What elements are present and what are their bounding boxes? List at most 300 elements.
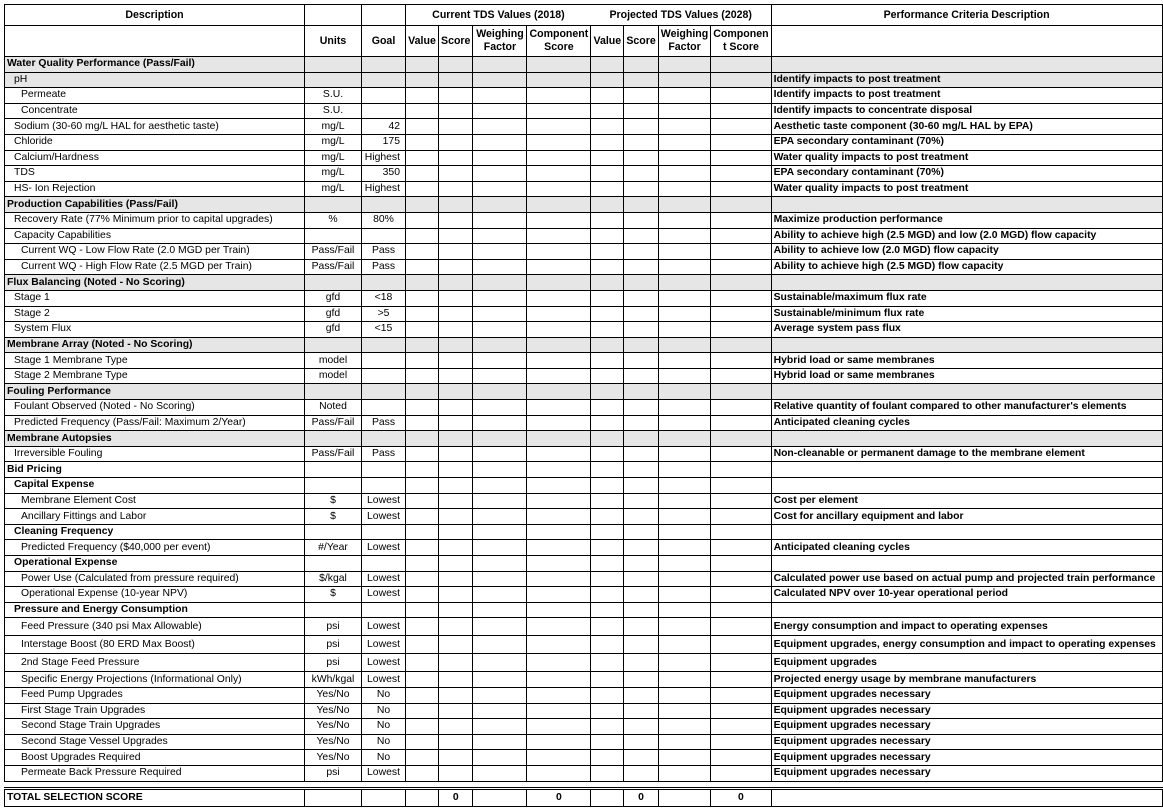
current-score-cell bbox=[439, 337, 473, 353]
current-weighing-factor-cell bbox=[473, 654, 527, 672]
description-subheader bbox=[5, 26, 305, 57]
current-value-cell bbox=[406, 493, 439, 509]
row-description: pH bbox=[5, 72, 305, 88]
current-value-cell bbox=[406, 478, 439, 494]
row-description: Stage 1 Membrane Type bbox=[5, 353, 305, 369]
projected-value-cell bbox=[591, 719, 624, 735]
current-component-score-cell bbox=[527, 524, 591, 540]
row-criteria bbox=[771, 337, 1162, 353]
total-current-score: 0 bbox=[439, 788, 473, 806]
current-weighing-factor-cell bbox=[473, 400, 527, 416]
spacer-cell bbox=[5, 781, 1163, 788]
table-row bbox=[5, 368, 1163, 384]
projected-score-cell bbox=[624, 244, 658, 260]
projected-component-score-cell bbox=[711, 228, 771, 244]
total-units-cell bbox=[305, 788, 362, 806]
projected-score-cell bbox=[624, 493, 658, 509]
projected-score-cell bbox=[624, 150, 658, 166]
current-component-score-cell bbox=[527, 446, 591, 462]
current-component-score-cell bbox=[527, 88, 591, 104]
current-score-cell bbox=[439, 244, 473, 260]
projected-weighing-factor-cell bbox=[658, 166, 710, 182]
projected-value-cell bbox=[591, 134, 624, 150]
projected-component-score-cell bbox=[711, 212, 771, 228]
projected-weighing-factor-cell bbox=[658, 524, 710, 540]
row-description: Stage 1 bbox=[5, 290, 305, 306]
projected-component-score-cell bbox=[711, 446, 771, 462]
current-weighing-factor-cell bbox=[473, 636, 527, 654]
row-description: Specific Energy Projections (Informational Only) bbox=[5, 672, 305, 688]
current-score-cell bbox=[439, 166, 473, 182]
row-description: HS- Ion Rejection bbox=[5, 181, 305, 197]
row-description: Calcium/Hardness bbox=[5, 150, 305, 166]
projected-value-cell bbox=[591, 119, 624, 135]
table-row bbox=[5, 244, 1163, 260]
current-score-cell bbox=[439, 181, 473, 197]
projected-score-cell bbox=[624, 134, 658, 150]
row-description: Chloride bbox=[5, 134, 305, 150]
current-component-score-cell bbox=[527, 556, 591, 572]
projected-component-score-cell bbox=[711, 290, 771, 306]
current-component-score-cell bbox=[527, 290, 591, 306]
row-units: model bbox=[305, 353, 362, 369]
units-header-top bbox=[305, 5, 362, 26]
row-goal bbox=[362, 353, 406, 369]
projected-weighing-factor-cell bbox=[658, 384, 710, 400]
current-value-cell bbox=[406, 384, 439, 400]
row-description: Capital Expense bbox=[5, 478, 305, 494]
projected-score-cell bbox=[624, 228, 658, 244]
row-units: mg/L bbox=[305, 166, 362, 182]
current-component-score-cell bbox=[527, 400, 591, 416]
projected-component-score-header: Componen t Score bbox=[711, 26, 771, 57]
projected-score-cell bbox=[624, 368, 658, 384]
row-description: Flux Balancing (Noted - No Scoring) bbox=[5, 275, 305, 291]
table-row bbox=[5, 672, 1163, 688]
projected-value-cell bbox=[591, 150, 624, 166]
current-value-cell bbox=[406, 446, 439, 462]
current-value-cell bbox=[406, 750, 439, 766]
projected-tds-group-header: Projected TDS Values (2028) bbox=[591, 5, 771, 26]
projected-score-cell bbox=[624, 166, 658, 182]
row-criteria: Identify impacts to post treatment bbox=[771, 88, 1162, 104]
projected-component-score-cell bbox=[711, 636, 771, 654]
projected-component-score-cell bbox=[711, 275, 771, 291]
row-goal: No bbox=[362, 750, 406, 766]
row-units: #/Year bbox=[305, 540, 362, 556]
table-row bbox=[5, 654, 1163, 672]
current-component-score-cell bbox=[527, 166, 591, 182]
current-weighing-factor-cell bbox=[473, 446, 527, 462]
section-row bbox=[5, 384, 1163, 400]
row-units: kWh/kgal bbox=[305, 672, 362, 688]
spacer-row bbox=[5, 781, 1163, 788]
table-row bbox=[5, 636, 1163, 654]
current-value-cell bbox=[406, 322, 439, 338]
current-weighing-factor-cell bbox=[473, 493, 527, 509]
projected-value-cell bbox=[591, 654, 624, 672]
row-units: model bbox=[305, 368, 362, 384]
row-description: Current WQ - Low Flow Rate (2.0 MGD per Train) bbox=[5, 244, 305, 260]
current-component-score-cell bbox=[527, 765, 591, 781]
current-weighing-factor-cell bbox=[473, 88, 527, 104]
current-score-cell bbox=[439, 306, 473, 322]
projected-value-cell bbox=[591, 734, 624, 750]
table-row bbox=[5, 750, 1163, 766]
row-units: % bbox=[305, 212, 362, 228]
section-row bbox=[5, 57, 1163, 73]
row-criteria bbox=[771, 462, 1162, 478]
row-goal: Pass bbox=[362, 415, 406, 431]
row-goal bbox=[362, 228, 406, 244]
current-tds-group-header: Current TDS Values (2018) bbox=[406, 5, 591, 26]
current-score-cell bbox=[439, 493, 473, 509]
total-criteria-cell bbox=[771, 788, 1162, 806]
current-score-cell bbox=[439, 88, 473, 104]
row-units: gfd bbox=[305, 322, 362, 338]
projected-score-cell bbox=[624, 765, 658, 781]
current-weighing-factor-cell bbox=[473, 228, 527, 244]
current-component-score-cell bbox=[527, 462, 591, 478]
current-weighing-factor-cell bbox=[473, 765, 527, 781]
current-weighing-factor-cell bbox=[473, 150, 527, 166]
table-row bbox=[5, 290, 1163, 306]
projected-weighing-factor-cell bbox=[658, 571, 710, 587]
row-description: Second Stage Train Upgrades bbox=[5, 719, 305, 735]
projected-component-score-cell bbox=[711, 654, 771, 672]
row-criteria bbox=[771, 275, 1162, 291]
row-criteria: Cost per element bbox=[771, 493, 1162, 509]
current-value-cell bbox=[406, 636, 439, 654]
row-criteria: Identify impacts to concentrate disposal bbox=[771, 103, 1162, 119]
row-criteria bbox=[771, 57, 1162, 73]
current-value-cell bbox=[406, 765, 439, 781]
row-description: Membrane Array (Noted - No Scoring) bbox=[5, 337, 305, 353]
current-value-cell bbox=[406, 509, 439, 525]
goal-header: Goal bbox=[362, 26, 406, 57]
row-criteria: Energy consumption and impact to operating expenses bbox=[771, 618, 1162, 636]
current-value-cell bbox=[406, 524, 439, 540]
row-goal: 80% bbox=[362, 212, 406, 228]
table-row bbox=[5, 587, 1163, 603]
current-score-cell bbox=[439, 556, 473, 572]
projected-score-header: Score bbox=[624, 26, 658, 57]
projected-weighing-factor-cell bbox=[658, 446, 710, 462]
current-value-cell bbox=[406, 228, 439, 244]
projected-score-cell bbox=[624, 618, 658, 636]
projected-weighing-factor-header: Weighing Factor bbox=[658, 26, 710, 57]
row-criteria: Ability to achieve low (2.0 MGD) flow capacity bbox=[771, 244, 1162, 260]
row-units: psi bbox=[305, 618, 362, 636]
current-value-cell bbox=[406, 353, 439, 369]
row-units: S.U. bbox=[305, 88, 362, 104]
current-weighing-factor-cell bbox=[473, 306, 527, 322]
selection-score-table-wrapper bbox=[4, 4, 1163, 807]
current-component-score-cell bbox=[527, 212, 591, 228]
projected-component-score-cell bbox=[711, 306, 771, 322]
current-score-cell bbox=[439, 57, 473, 73]
projected-component-score-cell bbox=[711, 368, 771, 384]
current-score-cell bbox=[439, 431, 473, 447]
projected-score-cell bbox=[624, 687, 658, 703]
projected-weighing-factor-cell bbox=[658, 290, 710, 306]
current-value-cell bbox=[406, 72, 439, 88]
projected-weighing-factor-cell bbox=[658, 306, 710, 322]
projected-value-cell bbox=[591, 103, 624, 119]
row-goal bbox=[362, 275, 406, 291]
row-goal: Pass bbox=[362, 446, 406, 462]
current-score-cell bbox=[439, 509, 473, 525]
projected-score-cell bbox=[624, 462, 658, 478]
current-score-header: Score bbox=[439, 26, 473, 57]
row-goal: <18 bbox=[362, 290, 406, 306]
projected-weighing-factor-cell bbox=[658, 275, 710, 291]
row-units: mg/L bbox=[305, 134, 362, 150]
current-component-score-cell bbox=[527, 602, 591, 618]
current-component-score-cell bbox=[527, 571, 591, 587]
row-units: mg/L bbox=[305, 181, 362, 197]
current-value-header: Value bbox=[406, 26, 439, 57]
row-units bbox=[305, 478, 362, 494]
row-criteria: Relative quantity of foulant compared to other manufacturer's elements bbox=[771, 400, 1162, 416]
current-component-score-cell bbox=[527, 353, 591, 369]
projected-component-score-cell bbox=[711, 384, 771, 400]
current-component-score-cell bbox=[527, 337, 591, 353]
current-value-cell bbox=[406, 134, 439, 150]
table-row bbox=[5, 415, 1163, 431]
projected-score-cell bbox=[624, 290, 658, 306]
row-units: Noted bbox=[305, 400, 362, 416]
row-description: Interstage Boost (80 ERD Max Boost) bbox=[5, 636, 305, 654]
current-score-cell bbox=[439, 72, 473, 88]
row-goal: 42 bbox=[362, 119, 406, 135]
current-component-score-cell bbox=[527, 259, 591, 275]
projected-score-cell bbox=[624, 478, 658, 494]
current-component-score-cell bbox=[527, 636, 591, 654]
current-score-cell bbox=[439, 687, 473, 703]
row-units: $ bbox=[305, 509, 362, 525]
row-units: $ bbox=[305, 587, 362, 603]
row-criteria: Equipment upgrades necessary bbox=[771, 719, 1162, 735]
table-row bbox=[5, 462, 1163, 478]
row-goal: Highest bbox=[362, 150, 406, 166]
current-weighing-factor-cell bbox=[473, 750, 527, 766]
row-description: Ancillary Fittings and Labor bbox=[5, 509, 305, 525]
projected-weighing-factor-cell bbox=[658, 556, 710, 572]
projected-component-score-cell bbox=[711, 400, 771, 416]
current-score-cell bbox=[439, 197, 473, 213]
row-criteria: Cost for ancillary equipment and labor bbox=[771, 509, 1162, 525]
projected-value-cell bbox=[591, 687, 624, 703]
current-score-cell bbox=[439, 368, 473, 384]
current-score-cell bbox=[439, 415, 473, 431]
row-units: mg/L bbox=[305, 119, 362, 135]
projected-component-score-cell bbox=[711, 571, 771, 587]
table-row bbox=[5, 571, 1163, 587]
row-description: Stage 2 bbox=[5, 306, 305, 322]
projected-component-score-cell bbox=[711, 734, 771, 750]
projected-weighing-factor-cell bbox=[658, 431, 710, 447]
projected-component-score-cell bbox=[711, 602, 771, 618]
current-value-cell bbox=[406, 431, 439, 447]
row-criteria: Projected energy usage by membrane manufacturers bbox=[771, 672, 1162, 688]
projected-value-cell bbox=[591, 703, 624, 719]
row-units bbox=[305, 197, 362, 213]
projected-value-cell bbox=[591, 765, 624, 781]
table-row bbox=[5, 119, 1163, 135]
current-component-score-cell bbox=[527, 587, 591, 603]
current-score-cell bbox=[439, 353, 473, 369]
projected-score-cell bbox=[624, 306, 658, 322]
projected-value-cell bbox=[591, 672, 624, 688]
projected-value-cell bbox=[591, 431, 624, 447]
projected-score-cell bbox=[624, 72, 658, 88]
current-score-cell bbox=[439, 654, 473, 672]
current-value-cell bbox=[406, 244, 439, 260]
row-criteria bbox=[771, 524, 1162, 540]
projected-value-cell bbox=[591, 57, 624, 73]
projected-component-score-cell bbox=[711, 72, 771, 88]
projected-value-cell bbox=[591, 415, 624, 431]
projected-weighing-factor-cell bbox=[658, 654, 710, 672]
row-units: Yes/No bbox=[305, 719, 362, 735]
row-goal: Lowest bbox=[362, 765, 406, 781]
row-criteria: Calculated power use based on actual pump and projected train performance bbox=[771, 571, 1162, 587]
current-value-cell bbox=[406, 687, 439, 703]
current-value-cell bbox=[406, 275, 439, 291]
projected-score-cell bbox=[624, 571, 658, 587]
projected-score-cell bbox=[624, 509, 658, 525]
projected-component-score-cell bbox=[711, 166, 771, 182]
current-score-cell bbox=[439, 150, 473, 166]
row-goal bbox=[362, 103, 406, 119]
table-row bbox=[5, 524, 1163, 540]
row-description: Boost Upgrades Required bbox=[5, 750, 305, 766]
projected-score-cell bbox=[624, 353, 658, 369]
row-criteria: Maximize production performance bbox=[771, 212, 1162, 228]
row-description: Sodium (30-60 mg/L HAL for aesthetic taste) bbox=[5, 119, 305, 135]
projected-component-score-cell bbox=[711, 556, 771, 572]
projected-component-score-cell bbox=[711, 88, 771, 104]
projected-weighing-factor-cell bbox=[658, 719, 710, 735]
current-weighing-factor-cell bbox=[473, 540, 527, 556]
current-score-cell bbox=[439, 540, 473, 556]
row-criteria: Non-cleanable or permanent damage to the membrane element bbox=[771, 446, 1162, 462]
projected-weighing-factor-cell bbox=[658, 259, 710, 275]
projected-value-cell bbox=[591, 400, 624, 416]
projected-weighing-factor-cell bbox=[658, 509, 710, 525]
projected-value-cell bbox=[591, 602, 624, 618]
table-row bbox=[5, 353, 1163, 369]
row-description: Feed Pump Upgrades bbox=[5, 687, 305, 703]
current-component-score-cell bbox=[527, 750, 591, 766]
current-value-cell bbox=[406, 703, 439, 719]
current-weighing-factor-cell bbox=[473, 415, 527, 431]
row-criteria bbox=[771, 602, 1162, 618]
current-value-cell bbox=[406, 166, 439, 182]
table-row bbox=[5, 400, 1163, 416]
row-criteria: Equipment upgrades necessary bbox=[771, 750, 1162, 766]
current-weighing-factor-cell bbox=[473, 134, 527, 150]
current-component-score-cell bbox=[527, 150, 591, 166]
current-component-score-cell bbox=[527, 181, 591, 197]
projected-value-cell bbox=[591, 618, 624, 636]
current-score-cell bbox=[439, 719, 473, 735]
row-goal: Lowest bbox=[362, 618, 406, 636]
projected-value-cell bbox=[591, 306, 624, 322]
row-description: Predicted Frequency (Pass/Fail: Maximum 2/Year) bbox=[5, 415, 305, 431]
current-component-score-cell bbox=[527, 509, 591, 525]
projected-value-header: Value bbox=[591, 26, 624, 57]
projected-component-score-cell bbox=[711, 322, 771, 338]
row-criteria: Aesthetic taste component (30-60 mg/L HAL by EPA) bbox=[771, 119, 1162, 135]
projected-component-score-cell bbox=[711, 719, 771, 735]
current-score-cell bbox=[439, 750, 473, 766]
current-weighing-factor-cell bbox=[473, 703, 527, 719]
current-value-cell bbox=[406, 57, 439, 73]
projected-score-cell bbox=[624, 400, 658, 416]
row-goal: No bbox=[362, 719, 406, 735]
row-units: Pass/Fail bbox=[305, 446, 362, 462]
row-units bbox=[305, 602, 362, 618]
row-criteria: Identify impacts to post treatment bbox=[771, 72, 1162, 88]
table-row bbox=[5, 703, 1163, 719]
row-units bbox=[305, 524, 362, 540]
projected-score-cell bbox=[624, 384, 658, 400]
projected-score-cell bbox=[624, 719, 658, 735]
current-weighing-factor-cell bbox=[473, 384, 527, 400]
criteria-subheader bbox=[771, 26, 1162, 57]
current-component-score-cell bbox=[527, 415, 591, 431]
projected-value-cell bbox=[591, 493, 624, 509]
row-units bbox=[305, 275, 362, 291]
current-weighing-factor-cell bbox=[473, 672, 527, 688]
projected-weighing-factor-cell bbox=[658, 462, 710, 478]
row-units: gfd bbox=[305, 306, 362, 322]
total-projected-component: 0 bbox=[711, 788, 771, 806]
projected-value-cell bbox=[591, 72, 624, 88]
current-weighing-factor-cell bbox=[473, 353, 527, 369]
current-component-score-cell bbox=[527, 228, 591, 244]
row-criteria bbox=[771, 197, 1162, 213]
current-component-score-cell bbox=[527, 134, 591, 150]
projected-component-score-cell bbox=[711, 353, 771, 369]
row-units: Yes/No bbox=[305, 750, 362, 766]
current-weighing-factor-cell bbox=[473, 571, 527, 587]
current-weighing-factor-cell bbox=[473, 734, 527, 750]
row-description: Recovery Rate (77% Minimum prior to capital upgrades) bbox=[5, 212, 305, 228]
projected-weighing-factor-cell bbox=[658, 337, 710, 353]
units-header: Units bbox=[305, 26, 362, 57]
projected-weighing-factor-cell bbox=[658, 765, 710, 781]
projected-score-cell bbox=[624, 259, 658, 275]
row-description: Current WQ - High Flow Rate (2.5 MGD per Train) bbox=[5, 259, 305, 275]
row-criteria: Average system pass flux bbox=[771, 322, 1162, 338]
projected-score-cell bbox=[624, 636, 658, 654]
projected-weighing-factor-cell bbox=[658, 244, 710, 260]
projected-weighing-factor-cell bbox=[658, 72, 710, 88]
total-projected-score: 0 bbox=[624, 788, 658, 806]
row-goal: Highest bbox=[362, 181, 406, 197]
section-row bbox=[5, 275, 1163, 291]
projected-score-cell bbox=[624, 602, 658, 618]
table-row bbox=[5, 509, 1163, 525]
projected-weighing-factor-cell bbox=[658, 540, 710, 556]
header-row-2 bbox=[5, 26, 1163, 57]
row-units: psi bbox=[305, 654, 362, 672]
row-goal: 175 bbox=[362, 134, 406, 150]
row-description: Operational Expense bbox=[5, 556, 305, 572]
